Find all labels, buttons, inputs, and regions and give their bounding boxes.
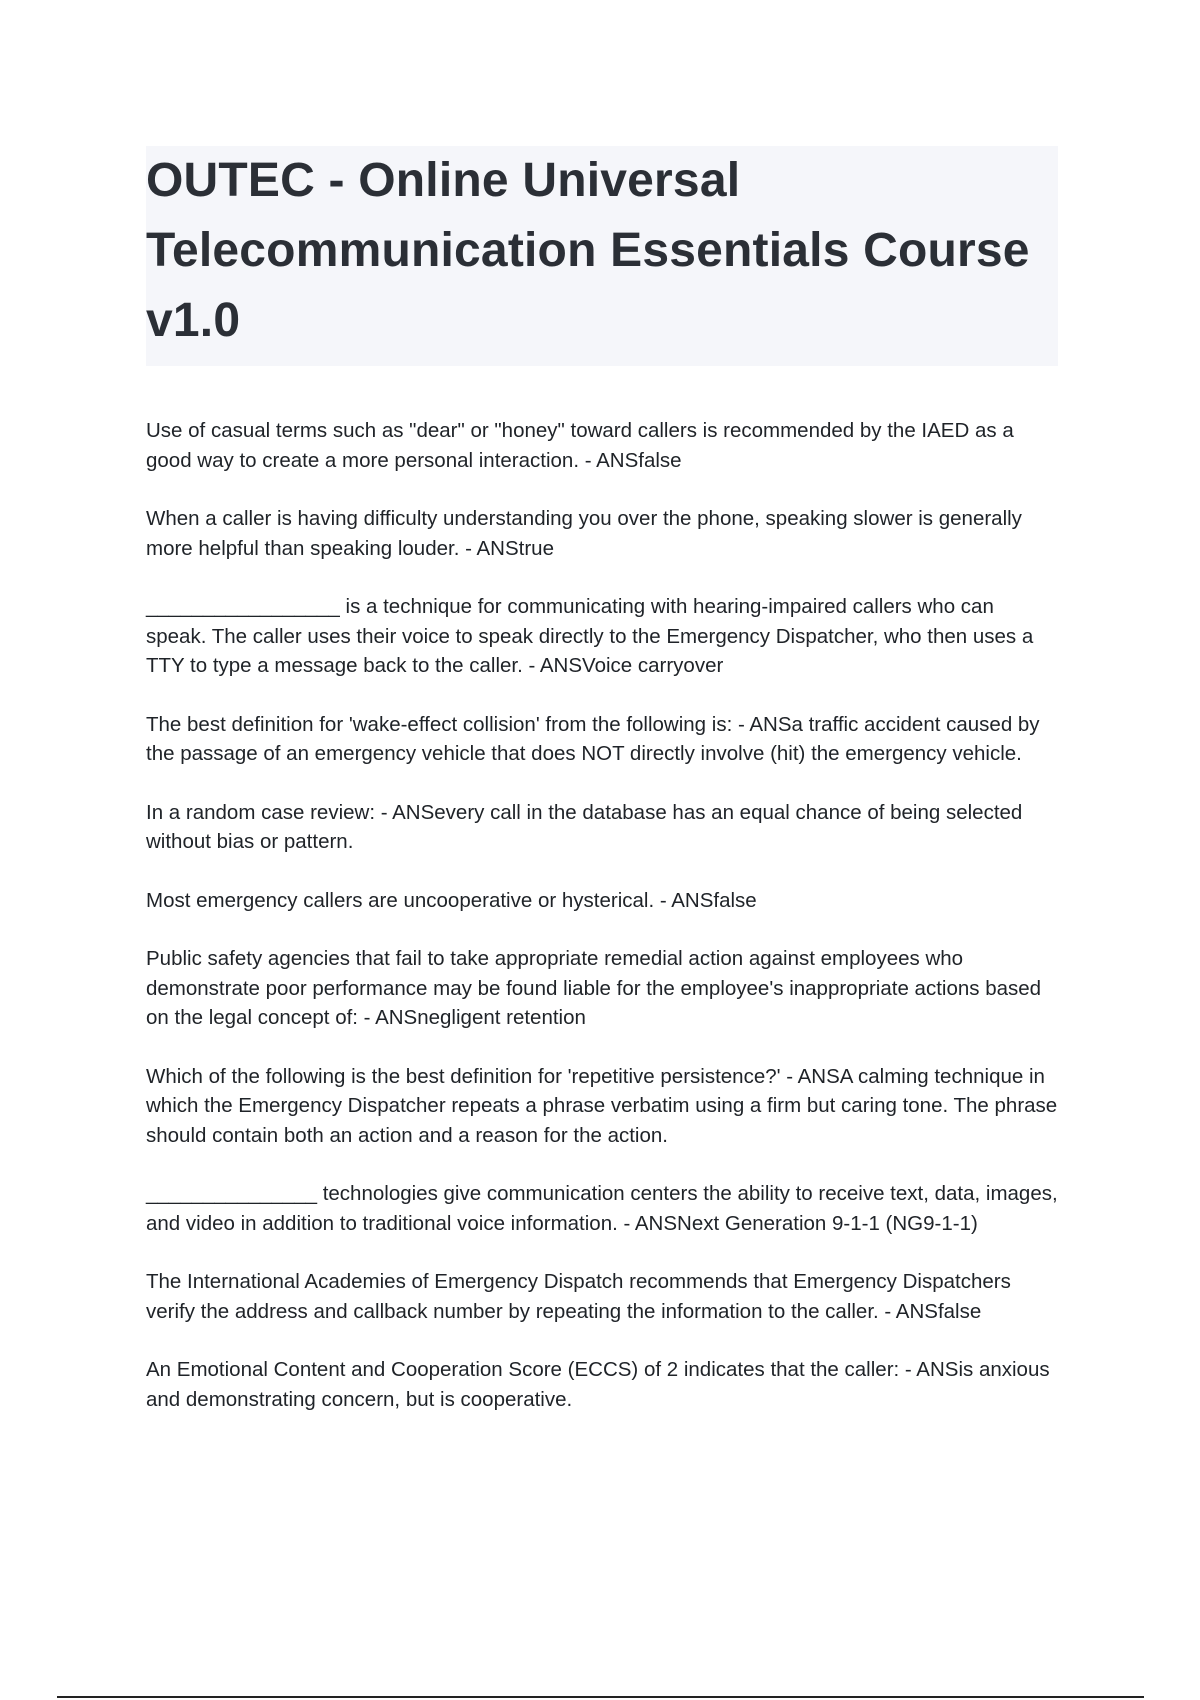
qa-item: An Emotional Content and Cooperation Score (ECCS) of 2 indicates that the caller: - ANSis anxious and demonstrating concern, but is cooperative.: [146, 1358, 1056, 1411]
qa-item: Which of the following is the best definition for 'repetitive persistence?' - ANSA calming technique in which the Emergency Dispatcher repeats a phrase verbatim using a firm but caring tone. The phrase should contain both an action and a reason for the action.: [146, 1064, 1063, 1147]
qa-item: In a random case review: - ANSevery call in the database has an equal chance of being selected without bias or pattern.: [146, 800, 1029, 853]
document-page: [146, 146, 1064, 1443]
qa-item: _______________ technologies give communication centers the ability to receive text, data, images, and video in addition to traditional voice information. - ANSNext Generation 9-1-1 (NG9-1-1): [146, 1182, 1064, 1235]
qa-item: Use of casual terms such as "dear" or "honey" toward callers is recommended by the IAED as a good way to create a more personal interaction. - ANSfalse: [146, 419, 1020, 472]
qa-item: Public safety agencies that fail to take appropriate remedial action against employees who demonstrate poor performance may be found liable for the employee's inappropriate actions based on the legal concept of: - ANSnegligent retention: [146, 947, 1047, 1029]
qa-item: The best definition for 'wake-effect collision' from the following is: - ANSa traffic accident caused by the passage of an emergency vehicle that does NOT directly involve (hit) the emergency vehicle.: [146, 712, 1046, 765]
qa-item: _________________ is a technique for communicating with hearing-impaired callers who can speak. The caller uses their voice to speak directly to the Emergency Dispatcher, who then uses a TTY to type a message back to the caller. - ANSVoice carryover: [146, 595, 1039, 677]
title-block: [146, 146, 1058, 366]
qa-list: [146, 416, 1064, 1414]
document-title: OUTEC - Online Universal Telecommunication Essentials Course v1.0: [146, 154, 1030, 347]
qa-item: Most emergency callers are uncooperative or hysterical. - ANSfalse: [146, 888, 757, 912]
qa-item: When a caller is having difficulty understanding you over the phone, speaking slower is generally more helpful than speaking louder. - ANStrue: [146, 507, 1028, 560]
qa-item: The International Academies of Emergency Dispatch recommends that Emergency Dispatchers verify the address and callback number by repeating the information to the caller. - ANSfalse: [146, 1270, 1017, 1323]
bottom-divider: [57, 1696, 1144, 1698]
